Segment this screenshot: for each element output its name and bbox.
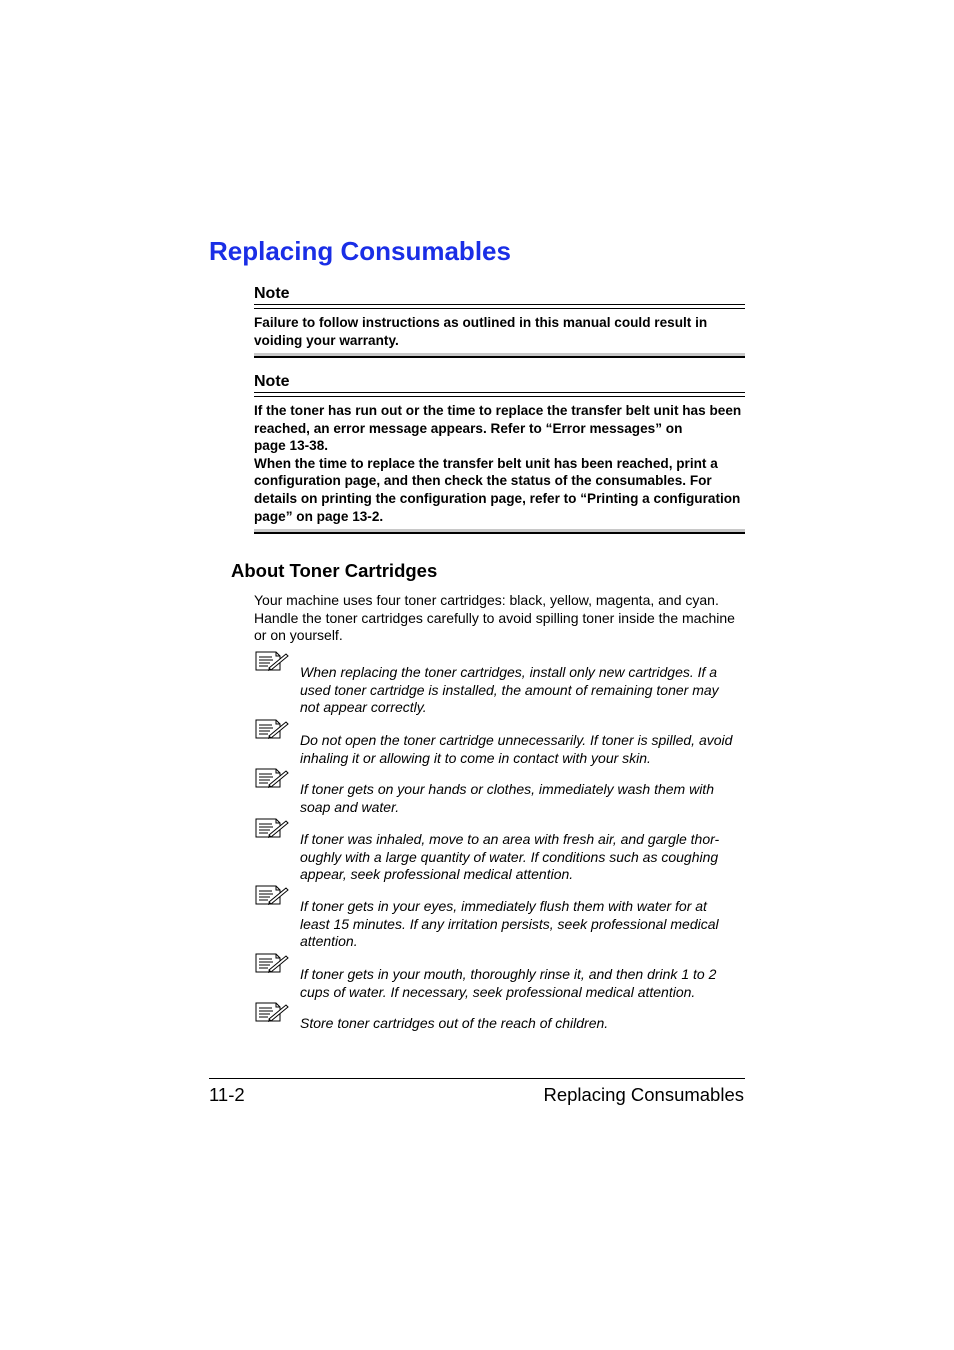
- note-line: reached, an error message appears. Refer to “Error messages” on: [254, 420, 683, 436]
- note-line: page 13-38.: [254, 438, 329, 454]
- note-line: page” on page 13-2.: [254, 508, 384, 524]
- note-pencil-icon: [255, 953, 289, 973]
- footer-rule: [209, 1078, 745, 1079]
- tip-text: [300, 966, 745, 1001]
- intro-line: Your machine uses four toner cartridges: black, yellow, magenta, and cyan.: [254, 592, 719, 608]
- note-pencil-icon: [255, 818, 289, 838]
- tip-text: [300, 898, 745, 951]
- note-top-rule: [254, 392, 745, 397]
- note-line: configuration page, and then check the status of the consumables. For: [254, 473, 712, 489]
- note-top-rule: [254, 304, 745, 309]
- intro-line: or on yourself.: [254, 627, 343, 644]
- note-bottom-rule: [254, 353, 745, 358]
- tip-line: inhaling it or allowing it to come in contact with your skin.: [300, 749, 651, 766]
- note-error-message: [254, 372, 745, 534]
- tip-line: When replacing the toner cartridges, install only new cartridges. If a: [300, 664, 718, 680]
- note-label: Note: [254, 373, 290, 390]
- note-pencil-icon: [255, 651, 289, 671]
- footer-chapter-title: Replacing Consumables: [543, 1084, 744, 1105]
- note-body: [254, 402, 745, 525]
- note-body: [254, 314, 745, 349]
- tip-line: least 15 minutes. If any irritation persists, seek professional medical: [300, 915, 719, 932]
- intro-line: Handle the toner cartridges carefully to avoid spilling toner inside the machine: [254, 609, 735, 626]
- note-label: Note: [254, 285, 290, 302]
- tip-line: not appear correctly.: [300, 699, 427, 716]
- footer-page-number: 11-2: [209, 1084, 245, 1105]
- note-pencil-icon: [255, 719, 289, 739]
- note-line: details on printing the configuration page, refer to “Printing a configuration: [254, 490, 741, 506]
- tip-line: cups of water. If necessary, seek professional medical attention.: [300, 983, 696, 1000]
- intro-paragraph: [254, 592, 746, 645]
- note-line: voiding your warranty.: [254, 332, 399, 348]
- note-warranty: [254, 284, 745, 358]
- tip-line: attention.: [300, 933, 358, 950]
- tip-line: appear, seek professional medical attention.: [300, 866, 574, 883]
- tip-line: If toner was inhaled, move to an area with fresh air, and gargle thor-: [300, 831, 720, 847]
- tip-line: Do not open the toner cartridge unnecessarily. If toner is spilled, avoid: [300, 732, 733, 748]
- page-title: Replacing Consumables: [209, 236, 511, 266]
- note-pencil-icon: [255, 768, 289, 788]
- tip-text: [300, 732, 745, 767]
- tip-text: [300, 831, 745, 884]
- note-bottom-rule: [254, 529, 745, 534]
- note-line: If the toner has run out or the time to replace the transfer belt unit has been: [254, 403, 742, 418]
- tip-text: [300, 781, 745, 816]
- tip-line: oughly with a large quantity of water. If conditions such as coughing: [300, 848, 719, 865]
- tip-text: [300, 1015, 745, 1033]
- tip-line: soap and water.: [300, 798, 400, 815]
- note-pencil-icon: [255, 1002, 289, 1022]
- tip-line: If toner gets in your eyes, immediately flush them with water for at: [300, 898, 707, 914]
- section-heading: About Toner Cartridges: [231, 560, 438, 581]
- note-pencil-icon: [255, 885, 289, 905]
- tip-line: Store toner cartridges out of the reach of children.: [300, 1015, 609, 1031]
- tip-line: If toner gets in your mouth, thoroughly rinse it, and then drink 1 to 2: [300, 966, 717, 982]
- note-line: Failure to follow instructions as outlined in this manual could result in: [254, 315, 708, 330]
- note-line: When the time to replace the transfer belt unit has been reached, print a: [254, 455, 718, 471]
- tip-line: used toner cartridge is installed, the amount of remaining toner may: [300, 681, 719, 698]
- tip-text: [300, 664, 745, 717]
- tip-line: If toner gets on your hands or clothes, immediately wash them with: [300, 781, 714, 797]
